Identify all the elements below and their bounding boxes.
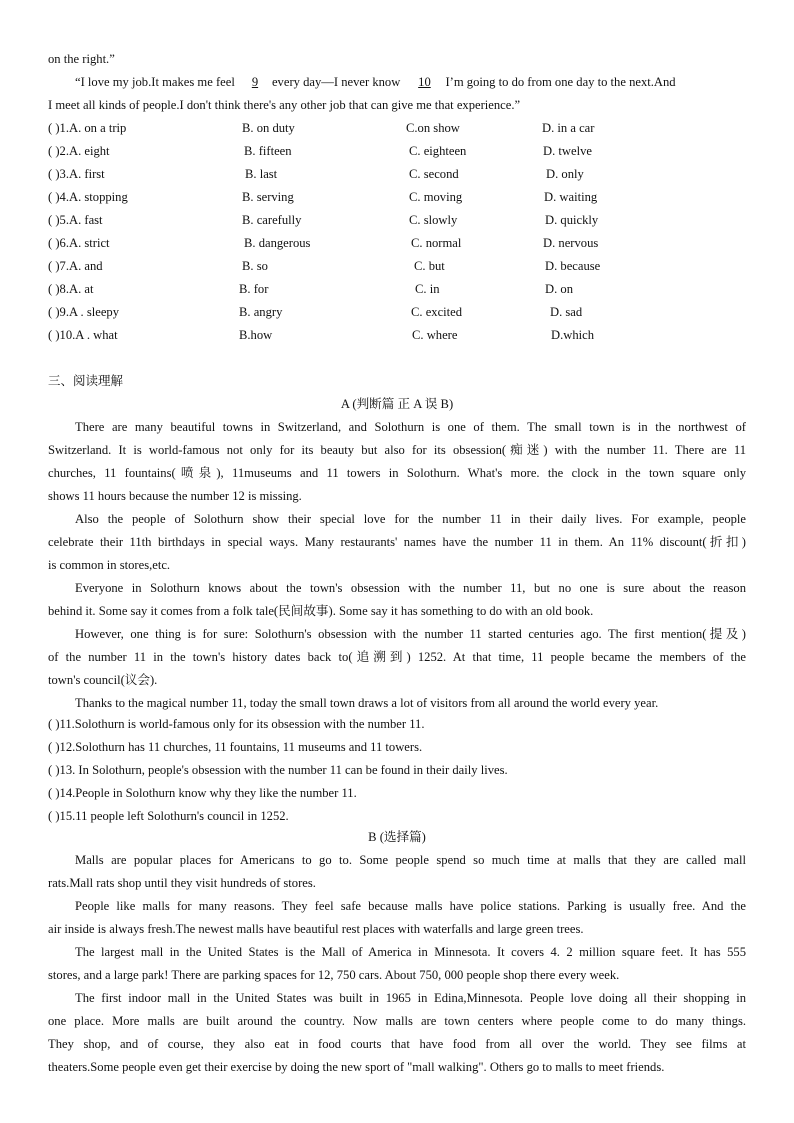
cloze-option-d: D. only: [546, 167, 584, 181]
passage-b-line: stores, and a large park! There are parking spaces for 12, 750 cars. About 750, 000 people shop there every week.: [48, 968, 620, 982]
passage-b-line: They shop, and of course, they also eat in food courts that have food from all over the world. They see films at: [48, 1037, 746, 1051]
cloze-option-b: B. last: [245, 167, 278, 181]
cloze-option-d: D. waiting: [544, 190, 598, 204]
cloze-option-c: C.on show: [406, 121, 460, 135]
passage-b-line: The largest mall in the United States is the Mall of America in Minnesota. It covers 4. 2 million square feet. It has 555: [75, 945, 746, 959]
passage-b-line: Malls are popular places for Americans to go to. Some people spend so much time at malls that they are called mall: [75, 853, 746, 867]
passage-b-line: air inside is always fresh.The newest malls have beautiful rest places with waterfalls and large green trees.: [48, 922, 584, 936]
cloze-question-row: [48, 234, 746, 252]
cloze-question-option-a: ( )9.A . sleepy: [48, 305, 119, 319]
part-b-title: B (选择篇): [368, 830, 426, 844]
quote-part-a: “I love my job.It makes me feel: [75, 75, 238, 89]
cloze-option-c: C. but: [414, 259, 445, 273]
cloze-question-row: [48, 280, 746, 298]
cloze-option-c: C. normal: [411, 236, 462, 250]
true-false-question: ( )12.Solothurn has 11 churches, 11 fountains, 11 museums and 11 towers.: [48, 740, 423, 754]
true-false-question: ( )11.Solothurn is world-famous only for its obsession with the number 11.: [48, 717, 425, 731]
blank-9: 9: [251, 75, 259, 89]
cloze-option-d: D. on: [545, 282, 573, 296]
passage-end-line-1: on the right.”: [48, 52, 115, 66]
cloze-option-b: B. serving: [242, 190, 294, 204]
cloze-option-c: C. in: [415, 282, 440, 296]
cloze-option-b: B. for: [239, 282, 269, 296]
passage-b-line: one place. More malls are built around the country. Now malls are town centers where people come to do many things.: [48, 1014, 746, 1028]
cloze-question-option-a: ( )3.A. first: [48, 167, 105, 181]
cloze-question-option-a: ( )2.A. eight: [48, 144, 110, 158]
blank-10: 10: [418, 75, 431, 89]
passage-a-line: town's council(议会).: [48, 673, 158, 687]
passage-a-line: churches, 11 fountains(喷泉), 11museums and 11 towers in Solothurn. What's more. the clock in the town square only: [48, 466, 746, 480]
cloze-option-c: C. eighteen: [409, 144, 467, 158]
passage-a-line: shows 11 hours because the number 12 is missing.: [48, 489, 302, 503]
passage-a-line: There are many beautiful towns in Switzerland, and Solothurn is one of them. The small town is in the northwest of: [75, 420, 746, 434]
cloze-option-c: C. second: [409, 167, 459, 181]
cloze-option-c: C. slowly: [409, 213, 458, 227]
cloze-question-option-a: ( )7.A. and: [48, 259, 103, 273]
cloze-question-option-a: ( )4.A. stopping: [48, 190, 128, 204]
cloze-option-b: B. so: [242, 259, 268, 273]
cloze-question-option-a: ( )1.A. on a trip: [48, 121, 127, 135]
passage-a-line: of the number 11 in the town's history dates back to(追溯到) 1252. At that time, 11 people became the members of the: [48, 650, 746, 664]
passage-a-line: celebrate their 11th birthdays in special ways. Many restaurants' names have the number 11 in them. An 11% discount(折扣): [48, 535, 746, 549]
passage-a-line: Switzerland. It is world-famous not only for its beauty but also for its obsession(痴迷) with the number 11. There are 11: [48, 443, 746, 457]
passage-a-line: However, one thing is for sure: Solothurn's obsession with the number 11 started centuries ago. The first mention(提及): [75, 627, 746, 641]
passage-b-line: The first indoor mall in the United States was built in 1965 in Edina,Minnesota. People love doing all their shopping in: [75, 991, 746, 1005]
passage-a-line: Thanks to the magical number 11, today the small town draws a lot of visitors from all around the world every year.: [75, 696, 659, 710]
quote-part-b: every day—I never know: [271, 75, 404, 89]
cloze-option-d: D. nervous: [543, 236, 599, 250]
cloze-question-option-a: ( )6.A. strict: [48, 236, 110, 250]
section-heading-reading: 三、阅读理解: [48, 373, 124, 388]
cloze-question-row: [48, 303, 746, 321]
cloze-question-option-a: ( )10.A . what: [48, 328, 118, 342]
cloze-option-b: B. carefully: [242, 213, 302, 227]
true-false-question: ( )15.11 people left Solothurn's council in 1252.: [48, 809, 289, 823]
cloze-question-row: [48, 142, 746, 160]
passage-a-line: Also the people of Solothurn show their special love for the number 11 in their daily lives. For example, people: [75, 512, 746, 526]
cloze-option-b: B.how: [239, 328, 273, 342]
cloze-option-b: B. on duty: [242, 121, 295, 135]
cloze-option-b: B. fifteen: [244, 144, 292, 158]
cloze-option-b: B. angry: [239, 305, 283, 319]
part-a-title: A (判断篇 正 A 误 B): [340, 397, 454, 411]
cloze-question-row: [48, 257, 746, 275]
cloze-option-d: D. twelve: [543, 144, 592, 158]
cloze-option-c: C. moving: [409, 190, 463, 204]
cloze-option-d: D. in a car: [542, 121, 595, 135]
true-false-question: ( )13. In Solothurn, people's obsession with the number 11 can be found in their daily lives.: [48, 763, 508, 777]
passage-end-line-3: I meet all kinds of people.I don't think there's any other job that can give me that experience.”: [48, 98, 521, 112]
passage-b-line: theaters.Some people even get their exercise by doing the new sport of "mall walking". Others go to malls to meet friends.: [48, 1060, 665, 1074]
quote-part-c: I’m going to do from one day to the next.And: [445, 75, 676, 89]
cloze-question-row: [48, 165, 746, 183]
passage-a-line: Everyone in Solothurn knows about the town's obsession with the number 11, but no one is sure about the reason: [75, 581, 746, 595]
passage-b-line: rats.Mall rats shop until they visit hundreds of stores.: [48, 876, 316, 890]
passage-end-line-2: [75, 73, 746, 91]
cloze-question-row: [48, 188, 746, 206]
cloze-question-option-a: ( )8.A. at: [48, 282, 94, 296]
cloze-question-row: [48, 326, 746, 344]
cloze-question-row: [48, 211, 746, 229]
cloze-option-d: D. sad: [550, 305, 583, 319]
passage-b-line: People like malls for many reasons. They feel safe because malls have police stations. Parking is usually free. And the: [75, 899, 746, 913]
true-false-question: ( )14.People in Solothurn know why they like the number 11.: [48, 786, 357, 800]
cloze-option-d: D. because: [545, 259, 601, 273]
cloze-option-c: C. where: [412, 328, 458, 342]
passage-a-line: is common in stores,etc.: [48, 558, 171, 572]
cloze-option-b: B. dangerous: [244, 236, 311, 250]
cloze-question-row: [48, 119, 746, 137]
cloze-option-d: D.which: [551, 328, 595, 342]
cloze-option-c: C. excited: [411, 305, 463, 319]
cloze-option-d: D. quickly: [545, 213, 599, 227]
passage-a-line: behind it. Some say it comes from a folk tale(民间故事). Some say it has something to do with an old book.: [48, 604, 594, 618]
cloze-question-option-a: ( )5.A. fast: [48, 213, 103, 227]
